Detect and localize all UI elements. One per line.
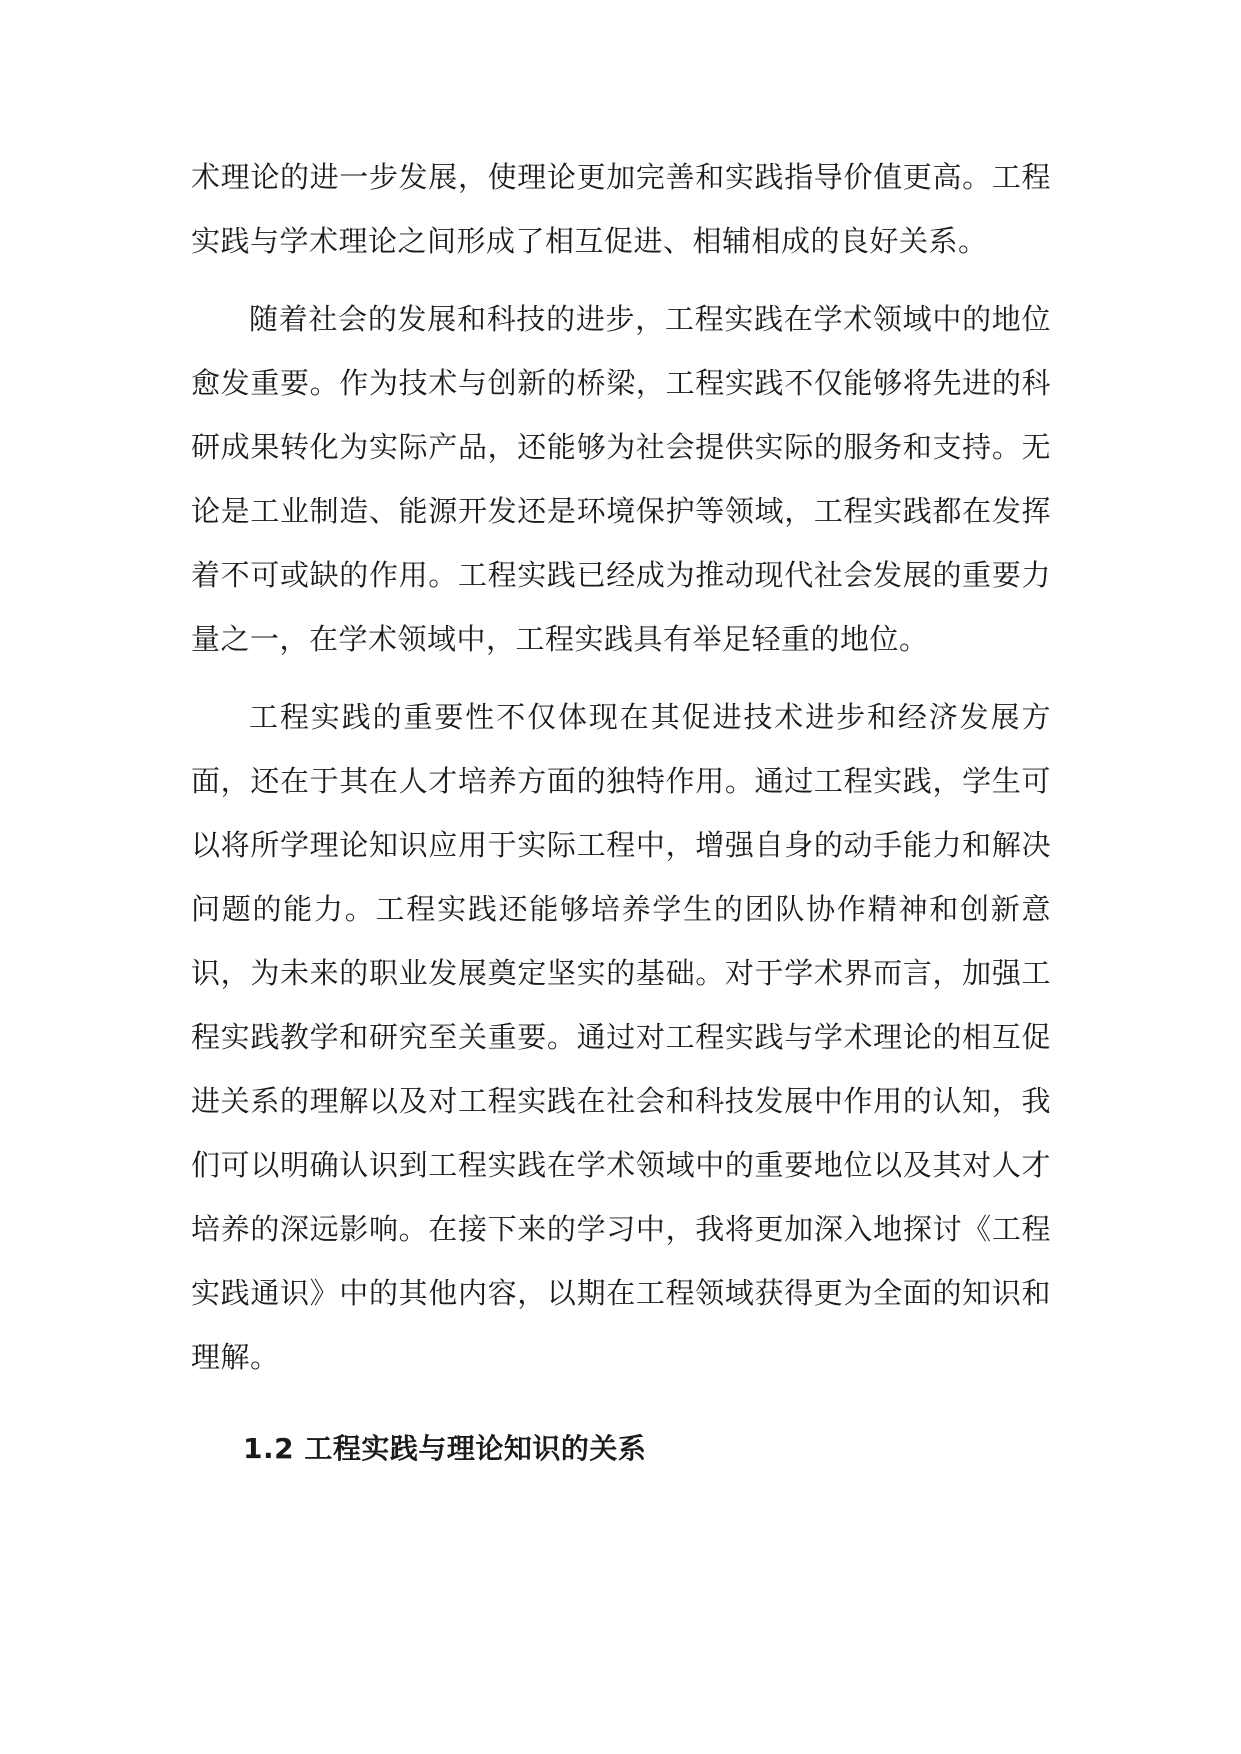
paragraph-1: 术理论的进一步发展，使理论更加完善和实践指导价值更高。工程实践与学术理论之间形成了相互促进、相辅相成的良好关系。 — [191, 160, 1051, 258]
heading-spacer — [191, 1389, 1051, 1417]
paragraph-spacer — [191, 671, 1051, 685]
section-heading: 1.2 工程实践与理论知识的关系 — [243, 1432, 647, 1465]
document-body — [191, 145, 1051, 1481]
paragraph-3: 工程实践的重要性不仅体现在其促进技术进步和经济发展方面，还在于其在人才培养方面的独特作用。通过工程实践，学生可以将所学理论知识应用于实际工程中，增强自身的动手能力和解决问题的能力。工程实践还能够培养学生的团队协作精神和创新意识，为未来的职业发展奠定坚实的基础。对于学术界而言，加强工程实践教学和研究至关重要。通过对工程实践与学术理论的相互促进关系的理解以及对工程实践在社会和科技发展中作用的认知，我们可以明确认识到工程实践在学术领域中的重要地位以及其对人才培养的深远影响。在接下来的学习中，我将更加深入地探讨《工程实践通识》中的其他内容，以期在工程领域获得更为全面的知识和理解。 — [191, 700, 1051, 1374]
paragraph-2: 随着社会的发展和科技的进步，工程实践在学术领域中的地位愈发重要。作为技术与创新的桥梁，工程实践不仅能够将先进的科研成果转化为实际产品，还能够为社会提供实际的服务和支持。无论是工业制造、能源开发还是环境保护等领域，工程实践都在发挥着不可或缺的作用。工程实践已经成为推动现代社会发展的重要力量之一，在学术领域中，工程实践具有举足轻重的地位。 — [191, 302, 1051, 656]
paragraph-spacer — [191, 273, 1051, 287]
